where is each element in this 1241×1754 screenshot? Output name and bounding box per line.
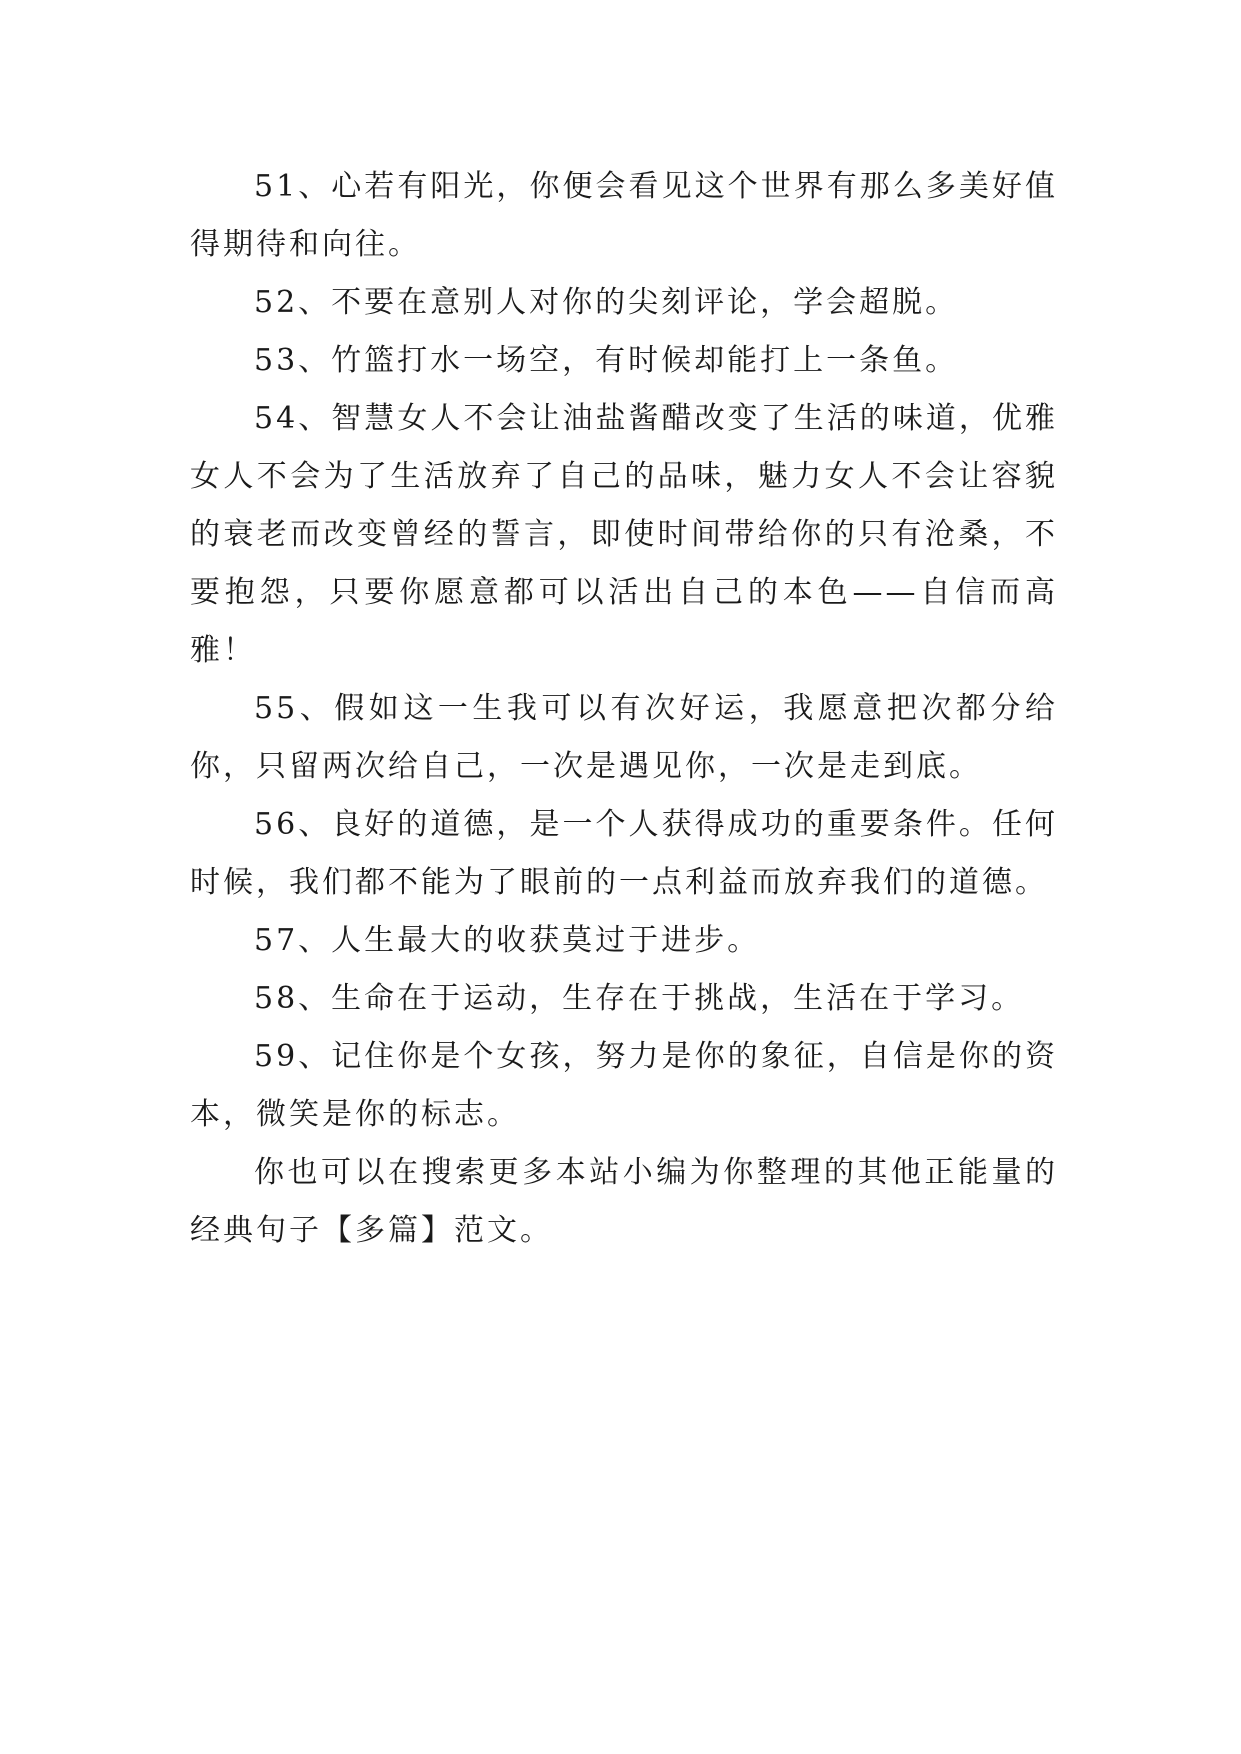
paragraph-56: 56、良好的道德，是一个人获得成功的重要条件。任何时候，我们都不能为了眼前的一点利益而放弃我们的道德。 — [190, 807, 1058, 900]
paragraph-55: 55、假如这一生我可以有次好运，我愿意把次都分给你，只留两次给自己，一次是遇见你，一次是走到底。 — [190, 691, 1058, 784]
paragraph-51: 51、心若有阳光，你便会看见这个世界有那么多美好值得期待和向往。 — [190, 169, 1058, 262]
paragraph-54: 54、智慧女人不会让油盐酱醋改变了生活的味道，优雅女人不会为了生活放弃了自己的品味，魅力女人不会让容貌的衰老而改变曾经的誓言，即使时间带给你的只有沧桑，不要抱怨，只要你愿意都可以活出自己的本色——自信而高雅！ — [190, 401, 1058, 668]
paragraph-53: 53、竹篮打水一场空，有时候却能打上一条鱼。 — [254, 343, 959, 378]
document-body — [190, 158, 1058, 1260]
closing-note: 你也可以在搜索更多本站小编为你整理的其他正能量的经典句子【多篇】范文。 — [190, 1155, 1058, 1248]
paragraph-57: 57、人生最大的收获莫过于进步。 — [254, 923, 761, 958]
paragraph-52: 52、不要在意别人对你的尖刻评论，学会超脱。 — [254, 285, 959, 320]
paragraph-59: 59、记住你是个女孩，努力是你的象征，自信是你的资本，微笑是你的标志。 — [190, 1039, 1058, 1132]
paragraph-58: 58、生命在于运动，生存在于挑战，生活在于学习。 — [254, 981, 1025, 1016]
